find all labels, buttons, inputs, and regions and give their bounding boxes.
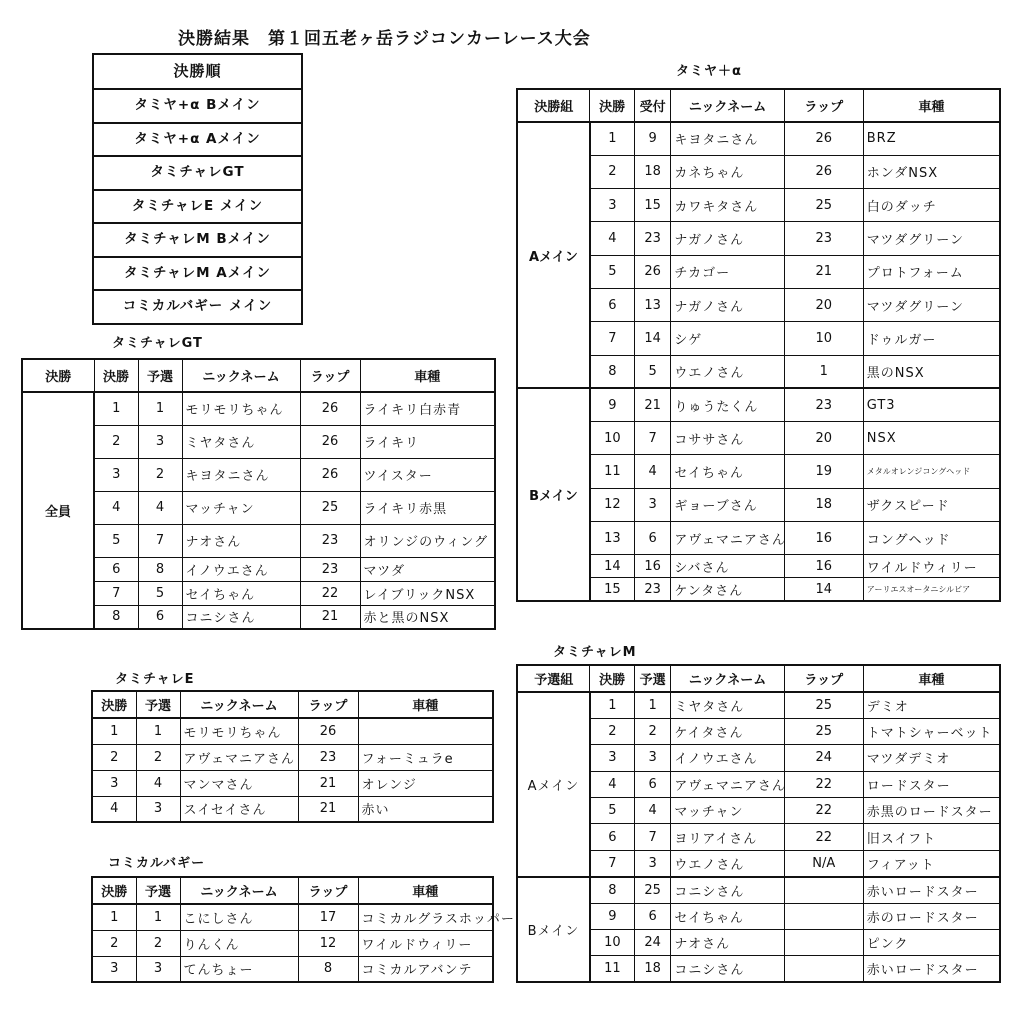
laps-cell: 1 (784, 355, 863, 388)
qualify-number: 3 (634, 488, 670, 521)
finish-position: 14 (590, 555, 635, 578)
table-row (517, 388, 1000, 421)
car-model-cell: ピンク (863, 930, 1000, 956)
finals-order-item: タミチャレM Bメイン (94, 224, 301, 258)
finish-position: 7 (94, 581, 138, 605)
car-model-cell: トマトシャーベット (863, 718, 1000, 744)
qualify-number: 4 (634, 798, 670, 824)
table-row (517, 824, 1000, 850)
laps-cell: 23 (784, 388, 863, 421)
column-header: 車種 (360, 359, 495, 392)
qualify-number: 6 (634, 522, 670, 555)
finals-order-item: タミチャレM Aメイン (94, 258, 301, 292)
column-header: 決勝 (92, 691, 136, 718)
nickname-cell: コニシさん (671, 956, 784, 982)
column-header: ラップ (300, 359, 360, 392)
car-model-cell: プロトフォーム (863, 255, 1000, 288)
nickname-cell: ギョーブさん (671, 488, 784, 521)
qualify-number: 2 (634, 718, 670, 744)
laps-cell: 22 (784, 771, 863, 797)
column-header: ニックネーム (180, 877, 298, 904)
column-header: 決勝 (94, 359, 138, 392)
laps-cell: 16 (784, 555, 863, 578)
table-row (92, 956, 493, 982)
table-row (517, 692, 1000, 718)
qualify-number: 18 (634, 155, 670, 188)
table-row (517, 322, 1000, 355)
nickname-cell: イノウエさん (182, 557, 300, 581)
table-row (517, 877, 1000, 903)
finish-position: 2 (92, 744, 136, 770)
nickname-cell: ナガノさん (671, 288, 784, 321)
finish-position: 5 (590, 255, 635, 288)
qualify-number: 1 (634, 692, 670, 718)
table-row (22, 392, 495, 425)
group-label: 全員 (22, 392, 94, 629)
car-model-cell: マツダ (360, 557, 495, 581)
nickname-cell: ケイタさん (671, 718, 784, 744)
column-header: 予選 (136, 877, 180, 904)
car-model-cell: オレンジ (358, 770, 493, 796)
laps-cell (784, 956, 863, 982)
nickname-cell: モリモリちゃん (180, 718, 298, 744)
finish-position: 6 (590, 288, 635, 321)
column-header: 決勝 (22, 359, 94, 392)
finish-position: 5 (94, 524, 138, 557)
table-row (517, 522, 1000, 555)
qualify-number: 4 (136, 770, 180, 796)
table-row (517, 745, 1000, 771)
finish-position: 2 (590, 718, 635, 744)
nickname-cell: イノウエさん (671, 745, 784, 771)
qualify-number: 23 (634, 578, 670, 601)
car-model-cell: 赤と黒のNSX (360, 605, 495, 629)
nickname-cell: こにしさん (180, 904, 298, 930)
nickname-cell: シゲ (671, 322, 784, 355)
car-model-cell: マツダグリーン (863, 222, 1000, 255)
laps-cell: 22 (300, 581, 360, 605)
finish-position: 1 (590, 692, 635, 718)
finals-order-item: タミヤ+α Aメイン (94, 124, 301, 158)
finish-position: 7 (590, 850, 635, 876)
finish-position: 3 (94, 458, 138, 491)
nickname-cell: ケンタさん (671, 578, 784, 601)
table-row (92, 770, 493, 796)
laps-cell: 10 (784, 322, 863, 355)
qualify-number: 2 (138, 458, 182, 491)
nickname-cell: ナガノさん (671, 222, 784, 255)
laps-cell: 22 (784, 824, 863, 850)
group-label: Bメイン (517, 877, 590, 983)
table-row (92, 718, 493, 744)
nickname-cell: ウエノさん (671, 850, 784, 876)
qualify-number: 3 (136, 956, 180, 982)
table-row (517, 155, 1000, 188)
finals-order-item: タミチャレGT (94, 157, 301, 191)
table-row (517, 222, 1000, 255)
car-model-cell: 赤いロードスター (863, 956, 1000, 982)
finish-position: 12 (590, 488, 635, 521)
column-header: ラップ (298, 877, 358, 904)
table-row (517, 288, 1000, 321)
finish-position: 11 (590, 956, 635, 982)
column-header: 車種 (863, 665, 1000, 692)
laps-cell (784, 903, 863, 929)
laps-cell: 25 (784, 692, 863, 718)
column-header: 車種 (863, 89, 1000, 122)
finish-position: 3 (92, 956, 136, 982)
finish-position: 2 (94, 425, 138, 458)
column-header: ニックネーム (182, 359, 300, 392)
car-model-cell: ライキリ赤黒 (360, 491, 495, 524)
car-model-cell: ワイルドウィリー (358, 930, 493, 956)
laps-cell: 21 (784, 255, 863, 288)
table-row (517, 488, 1000, 521)
laps-cell: 12 (298, 930, 358, 956)
car-model-cell: ライキリ (360, 425, 495, 458)
table-row (517, 422, 1000, 455)
table-row (517, 771, 1000, 797)
car-model-cell: BRZ (863, 122, 1000, 155)
laps-cell: 21 (298, 770, 358, 796)
column-header: 車種 (358, 691, 493, 718)
column-header: 予選組 (517, 665, 590, 692)
column-header: ニックネーム (671, 665, 784, 692)
nickname-cell: ウエノさん (671, 355, 784, 388)
laps-cell: 20 (784, 422, 863, 455)
qualify-number: 1 (136, 904, 180, 930)
qualify-number: 15 (634, 189, 670, 222)
column-header: 車種 (358, 877, 493, 904)
nickname-cell: カネちゃん (671, 155, 784, 188)
finish-position: 11 (590, 455, 635, 488)
e-caption: タミチャレE (115, 672, 195, 687)
qualify-number: 2 (136, 930, 180, 956)
laps-cell: 24 (784, 745, 863, 771)
qualify-number: 8 (138, 557, 182, 581)
finals-order-box (92, 53, 303, 325)
qualify-number: 6 (138, 605, 182, 629)
table-row (517, 718, 1000, 744)
finish-position: 8 (590, 355, 635, 388)
laps-cell: 25 (784, 189, 863, 222)
column-header: ラップ (784, 665, 863, 692)
car-model-cell: 黒のNSX (863, 355, 1000, 388)
nickname-cell: カワキタさん (671, 189, 784, 222)
nickname-cell: てんちょー (180, 956, 298, 982)
finish-position: 13 (590, 522, 635, 555)
nickname-cell: りゅうたくん (671, 388, 784, 421)
nickname-cell: アヴェマニアさん (180, 744, 298, 770)
car-model-cell: メタルオレンジコングヘッド (863, 455, 1000, 488)
column-header: 予選 (634, 665, 670, 692)
nickname-cell: りんくん (180, 930, 298, 956)
car-model-cell: ツイスター (360, 458, 495, 491)
column-header: 予選 (136, 691, 180, 718)
finish-position: 3 (590, 745, 635, 771)
laps-cell: 23 (300, 524, 360, 557)
finish-position: 6 (590, 824, 635, 850)
column-header: 決勝 (590, 89, 635, 122)
qualify-number: 3 (138, 425, 182, 458)
m-caption: タミチャレM (553, 645, 637, 660)
laps-cell: N/A (784, 850, 863, 876)
table-row (517, 555, 1000, 578)
finish-position: 9 (590, 903, 635, 929)
qualify-number: 1 (138, 392, 182, 425)
finish-position: 1 (590, 122, 635, 155)
car-model-cell: コミカルアバンテ (358, 956, 493, 982)
qualify-number: 3 (634, 745, 670, 771)
gt-results-table (21, 358, 496, 630)
qualify-number: 4 (138, 491, 182, 524)
car-model-cell: ドゥルガー (863, 322, 1000, 355)
car-model-cell: 白のダッチ (863, 189, 1000, 222)
laps-cell: 21 (298, 796, 358, 822)
car-model-cell: オリンジのウィング (360, 524, 495, 557)
table-row (92, 744, 493, 770)
laps-cell (784, 930, 863, 956)
e-results-table (91, 690, 494, 823)
car-model-cell: 赤いロードスター (863, 877, 1000, 903)
buggy-caption: コミカルバギー (108, 856, 206, 871)
nickname-cell: セイちゃん (671, 455, 784, 488)
laps-cell: 18 (784, 488, 863, 521)
laps-cell: 16 (784, 522, 863, 555)
car-model-cell: NSX (863, 422, 1000, 455)
finish-position: 4 (92, 796, 136, 822)
group-label: Aメイン (517, 692, 590, 877)
page-title: 決勝結果 第１回五老ヶ岳ラジコンカーレース大会 (178, 29, 591, 49)
finish-position: 7 (590, 322, 635, 355)
nickname-cell: セイちゃん (671, 903, 784, 929)
laps-cell: 20 (784, 288, 863, 321)
tamiya-results-table (516, 88, 1001, 602)
car-model-cell: フォーミュラe (358, 744, 493, 770)
laps-cell: 17 (298, 904, 358, 930)
laps-cell: 21 (300, 605, 360, 629)
car-model-cell: マツダデミオ (863, 745, 1000, 771)
car-model-cell: 赤黒のロードスター (863, 798, 1000, 824)
laps-cell: 23 (300, 557, 360, 581)
table-row (92, 796, 493, 822)
laps-cell (784, 877, 863, 903)
qualify-number: 7 (634, 824, 670, 850)
car-model-cell: ザクスピード (863, 488, 1000, 521)
table-row (517, 850, 1000, 876)
qualify-number: 25 (634, 877, 670, 903)
laps-cell: 8 (298, 956, 358, 982)
qualify-number: 1 (136, 718, 180, 744)
laps-cell: 26 (298, 718, 358, 744)
car-model-cell: フィアット (863, 850, 1000, 876)
finish-position: 1 (92, 718, 136, 744)
buggy-results-table (91, 876, 515, 983)
qualify-number: 3 (634, 850, 670, 876)
table-row (517, 903, 1000, 929)
car-model-cell: 赤のロードスター (863, 903, 1000, 929)
nickname-cell: ナオさん (182, 524, 300, 557)
table-row (517, 930, 1000, 956)
qualify-number: 6 (634, 903, 670, 929)
nickname-cell: ミヤタさん (671, 692, 784, 718)
finish-position: 4 (94, 491, 138, 524)
finish-position: 9 (590, 388, 635, 421)
finish-position: 10 (590, 930, 635, 956)
laps-cell: 26 (300, 425, 360, 458)
qualify-number: 26 (634, 255, 670, 288)
table-row (517, 798, 1000, 824)
table-row (517, 189, 1000, 222)
car-model-cell: ホンダNSX (863, 155, 1000, 188)
m-results-table (516, 664, 1001, 983)
finish-position: 10 (590, 422, 635, 455)
table-row (517, 956, 1000, 982)
car-model-cell: マツダグリーン (863, 288, 1000, 321)
laps-cell: 23 (298, 744, 358, 770)
table-row (517, 455, 1000, 488)
finals-order-header: 決勝順 (94, 55, 301, 90)
laps-cell: 26 (784, 155, 863, 188)
column-header: 予選 (138, 359, 182, 392)
finish-position: 1 (92, 904, 136, 930)
nickname-cell: アヴェマニアさん (671, 771, 784, 797)
laps-cell: 26 (300, 392, 360, 425)
car-model-cell: ロードスター (863, 771, 1000, 797)
finish-position: 15 (590, 578, 635, 601)
nickname-cell: ヨリアイさん (671, 824, 784, 850)
finish-position: 4 (590, 222, 635, 255)
finish-position: 2 (590, 155, 635, 188)
laps-cell: 26 (300, 458, 360, 491)
column-header: 決勝 (590, 665, 635, 692)
column-header: ラップ (784, 89, 863, 122)
qualify-number: 5 (634, 355, 670, 388)
column-header: ラップ (298, 691, 358, 718)
laps-cell: 22 (784, 798, 863, 824)
nickname-cell: ミヤタさん (182, 425, 300, 458)
qualify-number: 9 (634, 122, 670, 155)
car-model-cell: レイブリックNSX (360, 581, 495, 605)
qualify-number: 7 (634, 422, 670, 455)
car-model-cell: 旧スイフト (863, 824, 1000, 850)
column-header: ニックネーム (671, 89, 784, 122)
car-model-cell: デミオ (863, 692, 1000, 718)
car-model-cell: 赤い (358, 796, 493, 822)
table-row (92, 904, 493, 930)
laps-cell: 23 (784, 222, 863, 255)
qualify-number: 13 (634, 288, 670, 321)
nickname-cell: コニシさん (182, 605, 300, 629)
car-model-cell: ワイルドウィリー (863, 555, 1000, 578)
car-model-cell: アーリエスオータニシルビア (863, 578, 1000, 601)
finish-position: 8 (94, 605, 138, 629)
nickname-cell: コササさん (671, 422, 784, 455)
qualify-number: 7 (138, 524, 182, 557)
nickname-cell: マンマさん (180, 770, 298, 796)
car-model-cell: ライキリ白赤青 (360, 392, 495, 425)
car-model-cell: コングヘッド (863, 522, 1000, 555)
finish-position: 3 (590, 189, 635, 222)
finish-position: 5 (590, 798, 635, 824)
qualify-number: 2 (136, 744, 180, 770)
finish-position: 4 (590, 771, 635, 797)
table-row (517, 122, 1000, 155)
finals-order-item: タミチャレE メイン (94, 191, 301, 225)
finish-position: 3 (92, 770, 136, 796)
qualify-number: 3 (136, 796, 180, 822)
nickname-cell: キヨタニさん (671, 122, 784, 155)
column-header: 受付 (634, 89, 670, 122)
laps-cell: 25 (784, 718, 863, 744)
car-model-cell: コミカルグラスホッパー (358, 904, 493, 930)
nickname-cell: ナオさん (671, 930, 784, 956)
nickname-cell: コニシさん (671, 877, 784, 903)
table-row (517, 355, 1000, 388)
group-label: Bメイン (517, 388, 590, 600)
qualify-number: 24 (634, 930, 670, 956)
nickname-cell: セイちゃん (182, 581, 300, 605)
qualify-number: 18 (634, 956, 670, 982)
nickname-cell: マッチャン (182, 491, 300, 524)
column-header: 決勝組 (517, 89, 590, 122)
qualify-number: 5 (138, 581, 182, 605)
group-label: Aメイン (517, 122, 590, 388)
nickname-cell: チカゴー (671, 255, 784, 288)
nickname-cell: アヴェマニアさん (671, 522, 784, 555)
laps-cell: 25 (300, 491, 360, 524)
car-model-cell: GT3 (863, 388, 1000, 421)
qualify-number: 6 (634, 771, 670, 797)
column-header: 決勝 (92, 877, 136, 904)
laps-cell: 19 (784, 455, 863, 488)
laps-cell: 26 (784, 122, 863, 155)
qualify-number: 23 (634, 222, 670, 255)
qualify-number: 21 (634, 388, 670, 421)
column-header: ニックネーム (180, 691, 298, 718)
tamiya-caption: タミヤ＋α (676, 64, 742, 79)
qualify-number: 16 (634, 555, 670, 578)
finish-position: 6 (94, 557, 138, 581)
finish-position: 1 (94, 392, 138, 425)
finals-order-item: コミカルバギー メイン (122, 298, 273, 314)
laps-cell: 14 (784, 578, 863, 601)
qualify-number: 4 (634, 455, 670, 488)
table-row (92, 930, 493, 956)
finish-position: 8 (590, 877, 635, 903)
nickname-cell: マッチャン (671, 798, 784, 824)
car-model-cell (358, 718, 493, 744)
nickname-cell: シバさん (671, 555, 784, 578)
table-row (517, 255, 1000, 288)
gt-caption: タミチャレGT (112, 336, 203, 351)
nickname-cell: キヨタニさん (182, 458, 300, 491)
table-row (517, 578, 1000, 601)
finish-position: 2 (92, 930, 136, 956)
nickname-cell: モリモリちゃん (182, 392, 300, 425)
nickname-cell: スイセイさん (180, 796, 298, 822)
qualify-number: 14 (634, 322, 670, 355)
finals-order-item: タミヤ+α Bメイン (94, 90, 301, 124)
